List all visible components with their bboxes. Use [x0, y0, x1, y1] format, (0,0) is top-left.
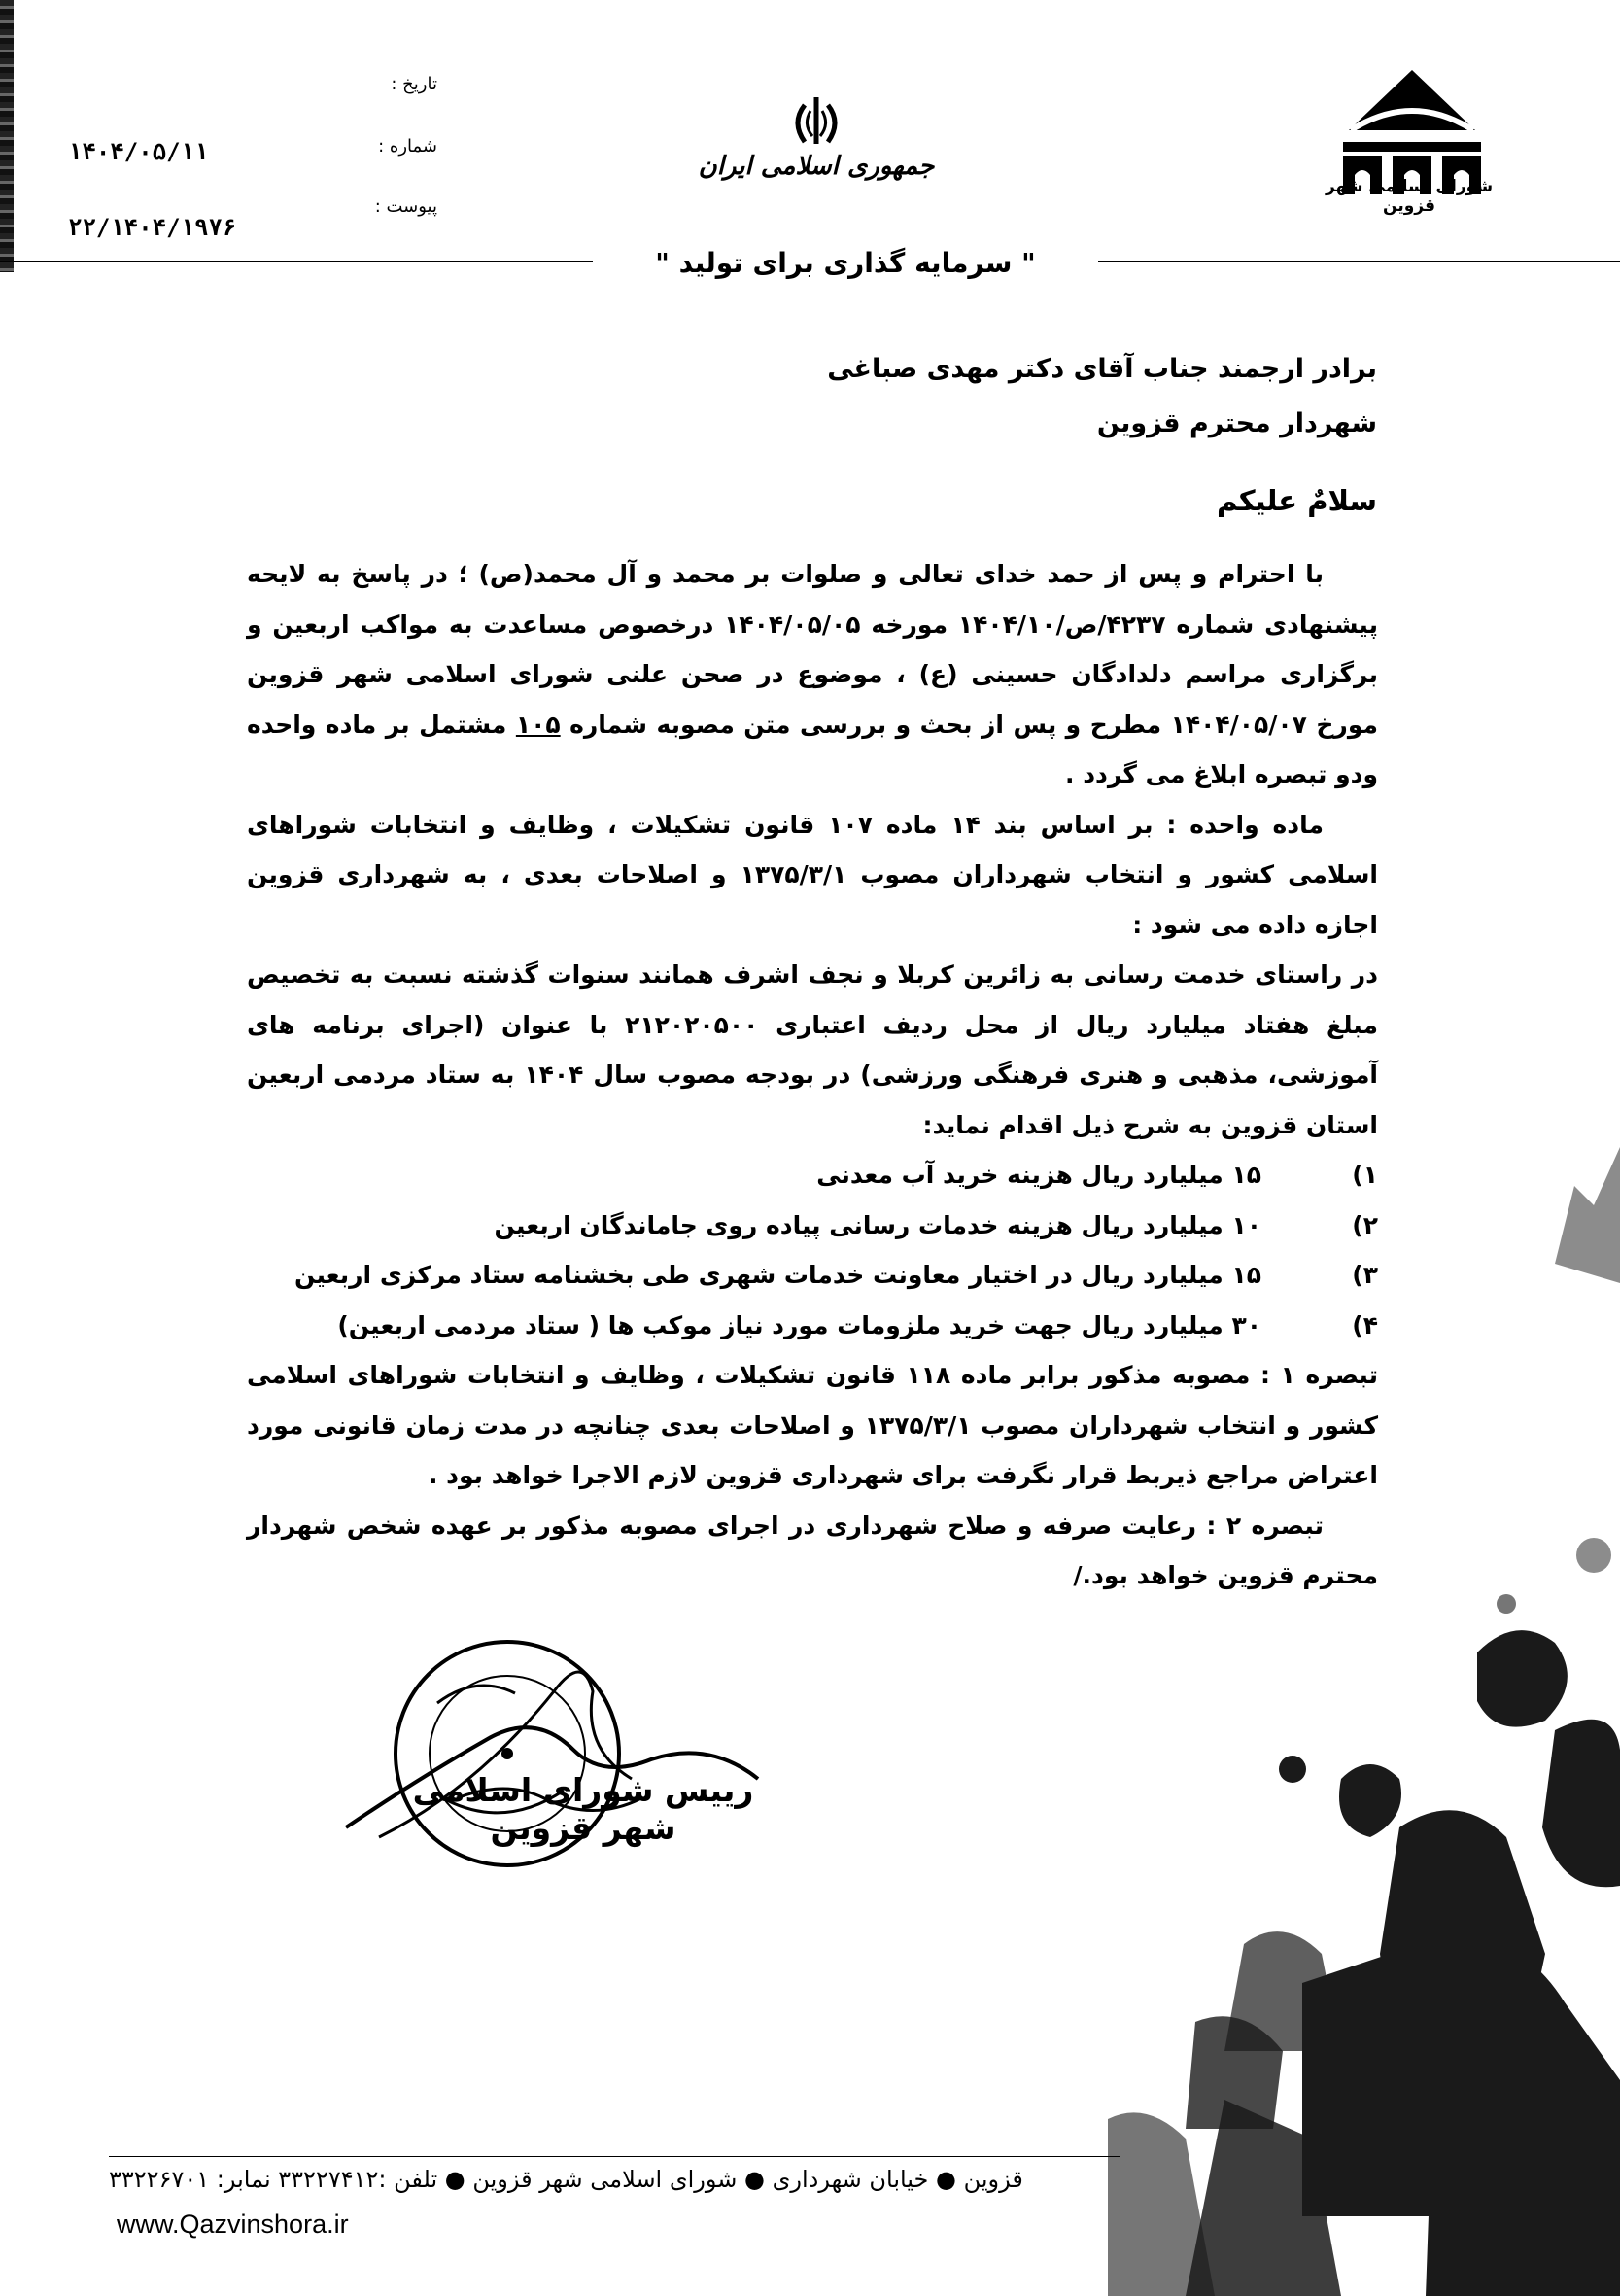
note1-label: تبصره ۱ :: [1260, 1361, 1378, 1389]
header-rule: [1098, 261, 1620, 262]
allocation-list: [247, 1150, 1378, 1350]
list-item: [247, 1250, 1378, 1301]
item-number: ۱): [1352, 1161, 1378, 1189]
recipient-line: برادر ارجمند جناب آقای دکتر مهدی صباغی: [827, 354, 1377, 384]
article-paragraph: [247, 800, 1378, 951]
item-number: ۲): [1352, 1210, 1378, 1239]
footer-address: قزوین ● خیابان شهرداری ● شورای اسلامی شهر قزوین ● تلفن :۳۳۲۲۷۴۱۲ نمابر: ۳۳۲۲۶۷۰۱: [109, 2166, 1023, 2193]
resolution-number: ۱۰۵: [515, 710, 561, 739]
article-label: ماده واحده :: [1166, 810, 1324, 839]
item-number: ۳): [1352, 1261, 1378, 1289]
signatory-title: رییس شورای اسلامی شهر قزوین: [412, 1771, 754, 1847]
date-label: تاریخ :: [391, 74, 437, 94]
article-text: بر اساس بند ۱۴ ماده ۱۰۷ قانون تشکیلات ، وظایف و انتخابات شوراهای اسلامی کشور و انتخاب شهرداران مصوب ۱۳۷۵/۳/۱ و اصلاحات بعدی ، به شهرداری قزوین اجازه داده می شود :: [247, 810, 1378, 939]
footer-rule: [109, 2156, 1120, 2157]
intro-paragraph: [247, 549, 1378, 800]
footer-website[interactable]: www.Qazvinshora.ir: [117, 2209, 349, 2239]
council-name: شورای اسلامی شهر قزوین: [1325, 177, 1494, 216]
slogan: " سرمایه گذاری برای تولید ": [655, 247, 1036, 279]
item-text: ۱۵ میلیارد ریال هزینه خرید آب معدنی: [816, 1161, 1261, 1189]
note1-paragraph: [247, 1350, 1378, 1501]
greeting: سلامٌ علیکم: [1217, 484, 1377, 517]
iran-emblem-icon: [785, 93, 847, 152]
intro-text: با احترام و پس از حمد خدای تعالی و صلوات بر محمد و آل محمد(ص) ؛ در پاسخ به لایحه پیشنهادی شماره ۴۲۳۷/ص/۱۴۰۴/۱۰ مورخه ۱۴۰۴/۰۵/۰۵ درخصوص: [247, 560, 1378, 639]
list-item: [247, 1200, 1378, 1251]
recipient-title: شهردار محترم قزوین: [1096, 408, 1377, 438]
attachment-label: پیوست :: [374, 196, 437, 217]
intro-text: ، موضوع در صحن علنی شورای اسلامی شهر قزوین مورخ ۱۴۰۴/۰۵/۰۷ مطرح و پس از بحث و بررسی متن مصوبه شماره: [247, 660, 1378, 739]
header-rule: [0, 261, 593, 262]
letter-body: [247, 549, 1378, 1601]
number-label: شماره :: [378, 136, 437, 157]
item-number: ۴): [1352, 1310, 1378, 1339]
republic-name: جمهوری اسلامی ایران: [698, 152, 935, 181]
article-detail: در راستای خدمت رسانی به زائرین کربلا و نجف اشرف همانند سنوات گذشته نسبت به تخصیص مبلغ هفتاد میلیارد ریال از محل ردیف اعتباری ۲۱۲۰۲۰۵۰۰ با عنوان (اجرای برنامه های آموزشی، مذهبی و هنری فرهنگی ورزشی) در بودجه مصوب سال ۱۴۰۴ به ستاد مردمی اربعین استان قزوین به شرح ذیل اقدام نماید:: [247, 960, 1378, 1139]
intro-subject: مساعدت به مواکب اربعین و برگزاری مراسم دلدادگان حسینی (ع): [247, 609, 1378, 688]
note2-paragraph: تبصره ۲ : رعایت صرفه و صلاح شهرداری در اجرای مصوبه مذکور بر عهده شخص شهردار محترم قزوین خواهد بود./: [247, 1511, 1378, 1589]
binding-edge: [0, 0, 14, 272]
intro-text: مشتمل بر ماده واحده ودو تبصره ابلاغ می گردد .: [247, 710, 1378, 788]
list-item: [247, 1150, 1378, 1200]
item-text: ۳۰ میلیارد ریال جهت خرید ملزومات مورد نیاز موکب ها ( ستاد مردمی اربعین): [337, 1310, 1261, 1339]
number-value: ۲۲/۱۴۰۴/۱۹۷۶: [68, 214, 237, 241]
item-text: ۱۵ میلیارد ریال در اختیار معاونت خدمات شهری طی بخشنامه ستاد مرکزی اربعین: [293, 1261, 1261, 1289]
item-text: ۱۰ میلیارد ریال هزینه خدمات رسانی پیاده روی جاماندگان اربعین: [494, 1210, 1261, 1239]
note1-text: مصوبه مذکور برابر ماده ۱۱۸ قانون تشکیلات ، وظایف و انتخابات شوراهای اسلامی کشور و انتخاب شهرداران مصوب ۱۳۷۵/۳/۱ و اصلاحات بعدی چنانچه در مدت زمان قانونی مورد اعتراض مراجع ذیربط قرار نگرفت برای شهرداری قزوین لازم الاجرا خواهد بود .: [247, 1361, 1378, 1489]
list-item: [247, 1301, 1378, 1351]
date-value: ۱۴۰۴/۰۵/۱۱: [68, 138, 209, 165]
